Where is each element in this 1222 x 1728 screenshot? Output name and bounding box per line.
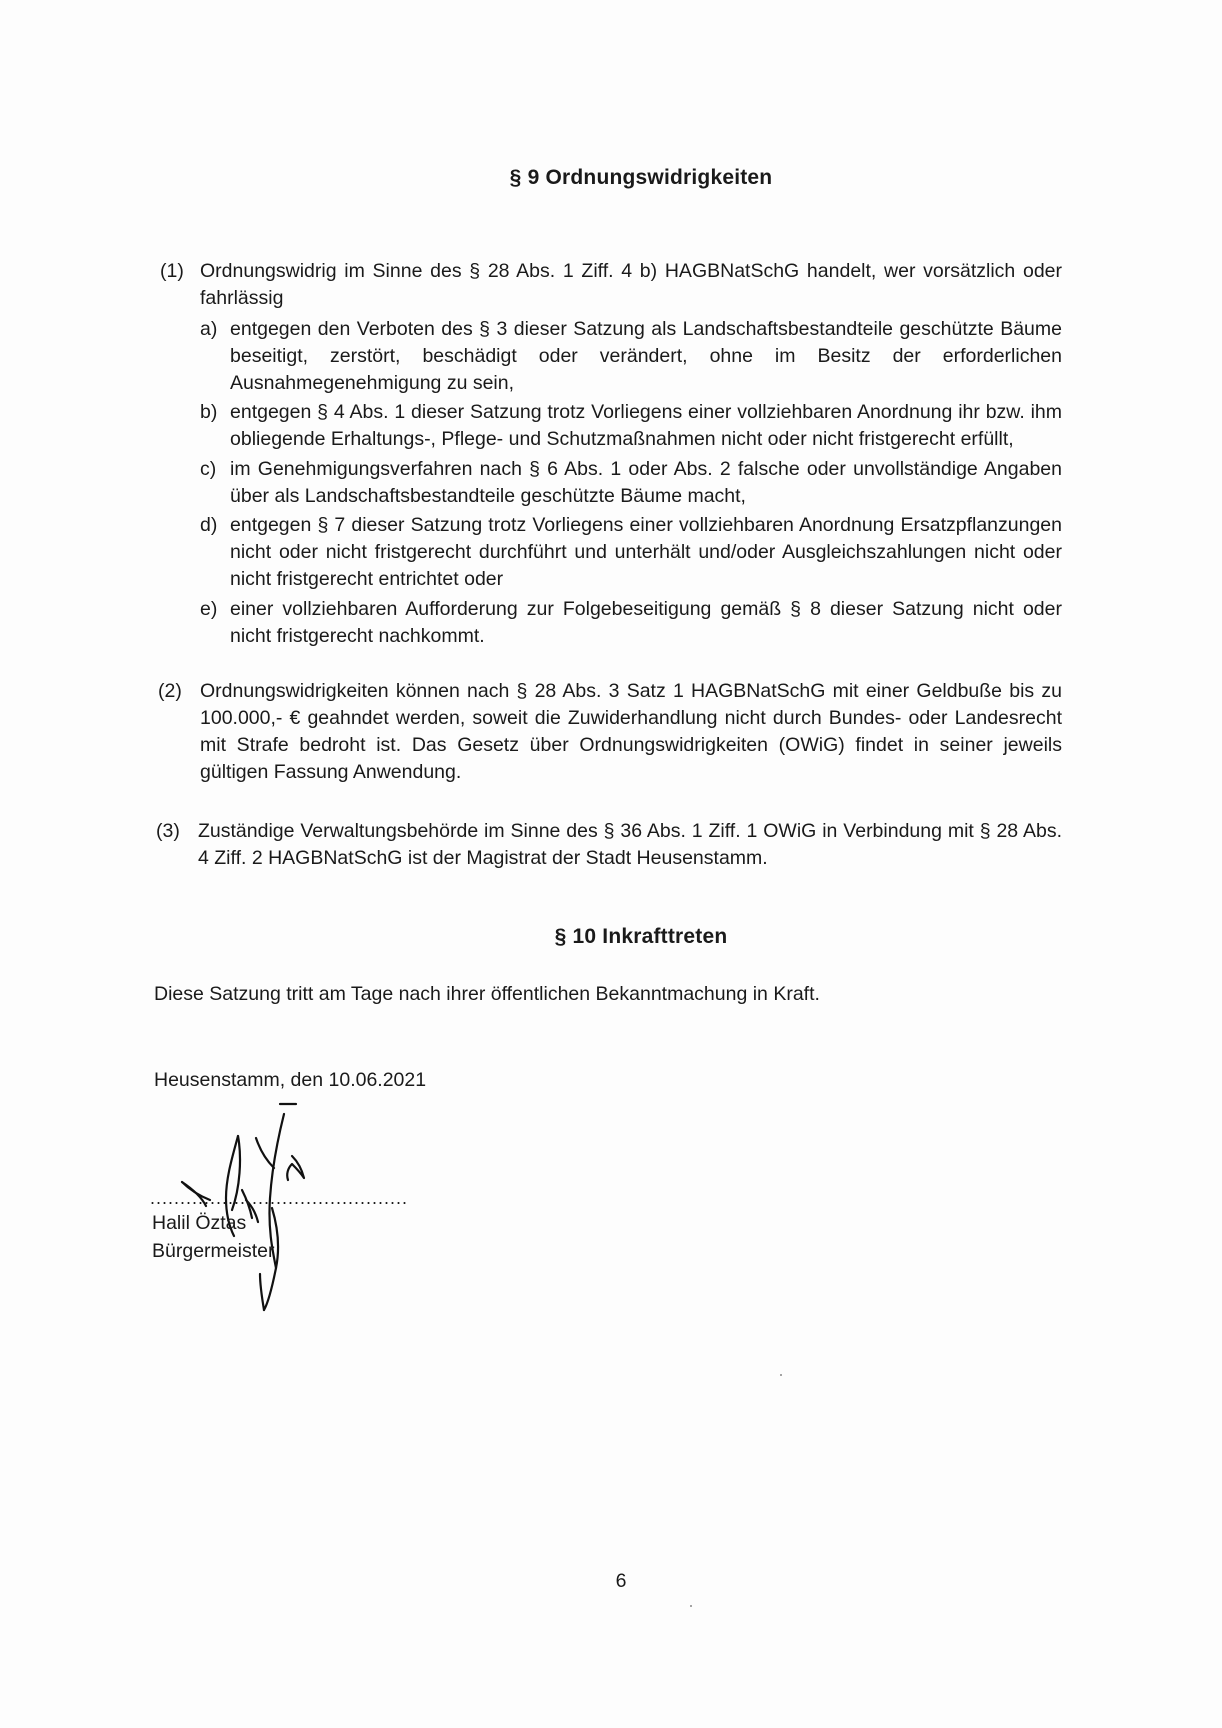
item-c-letter: c): [200, 458, 217, 480]
item-d-letter: d): [200, 514, 218, 536]
section-10-heading: § 10 Inkrafttreten: [554, 925, 728, 948]
signature-dotted-line: ...........................................: [150, 1188, 409, 1208]
page-number: 6: [615, 1570, 627, 1592]
paragraph-1-number: (1): [160, 260, 184, 282]
signatory-name: Halil Öztas: [152, 1212, 247, 1234]
item-c-text: im Genehmigungsverfahren nach § 6 Abs. 1 oder Abs. 2 falsche oder unvollständige Angaben über als Landschaftsbestandteile geschützte Bäume macht,: [230, 458, 1062, 507]
item-b-letter: b): [200, 401, 218, 423]
item-a-text: entgegen den Verboten des § 3 dieser Satzung als Landschaftsbestandteile geschützte Bäume beseitigt, zerstört, beschädigt oder verändert, ohne im Besitz der erforderlichen Ausnahmegenehmigung zu sein,: [230, 318, 1062, 394]
paragraph-3-text: Zuständige Verwaltungsbehörde im Sinne des § 36 Abs. 1 Ziff. 1 OWiG in Verbindung mit § 28 Abs. 4 Ziff. 2 HAGBNatSchG ist der Magistrat der Stadt Heusenstamm.: [198, 820, 1062, 869]
paragraph-3-number: (3): [156, 820, 180, 842]
item-e-text: einer vollziehbaren Aufforderung zur Folgebeseitigung gemäß § 8 dieser Satzung nicht oder nicht fristgerecht nachkommt.: [230, 598, 1062, 647]
paragraph-2-number: (2): [158, 680, 182, 702]
paragraph-2-text: Ordnungswidrigkeiten können nach § 28 Abs. 3 Satz 1 HAGBNatSchG mit einer Geldbuße bis zu 100.000,- € geahndet werden, soweit die Zuwiderhandlung nicht durch Bundes- oder Landesrecht mit Strafe bedroht ist. Das Gesetz über Ordnungswidrigkeiten (OWiG) findet in seiner jeweils gültigen Fassung Anwendung.: [200, 680, 1062, 783]
item-e-letter: e): [200, 598, 218, 620]
place-date: Heusenstamm, den 10.06.2021: [154, 1069, 427, 1091]
item-a-letter: a): [200, 318, 218, 340]
section-10-text: Diese Satzung tritt am Tage nach ihrer öffentlichen Bekanntmachung in Kraft.: [154, 983, 820, 1005]
item-d-text: entgegen § 7 dieser Satzung trotz Vorliegens einer vollziehbaren Anordnung Ersatzpflanzungen nicht oder nicht fristgerecht durchführt und unterhält und/oder Ausgleichszahlungen nicht oder nicht fristgerecht entrichtet oder: [230, 514, 1062, 590]
paragraph-1-text: Ordnungswidrig im Sinne des § 28 Abs. 1 Ziff. 4 b) HAGBNatSchG handelt, wer vorsätzlich oder fahrlässig: [200, 260, 1062, 309]
section-9-heading: § 9 Ordnungswidrigkeiten: [509, 166, 773, 189]
signatory-role: Bürgermeister: [152, 1240, 275, 1262]
scan-speck: [780, 1374, 782, 1376]
item-b-text: entgegen § 4 Abs. 1 dieser Satzung trotz Vorliegens einer vollziehbaren Anordnung ihr bzw. ihm obliegende Erhaltungs-, Pflege- und Schutzmaßnahmen nicht oder nicht fristgerecht erfüllt,: [230, 401, 1062, 450]
scan-speck: [690, 1605, 692, 1607]
